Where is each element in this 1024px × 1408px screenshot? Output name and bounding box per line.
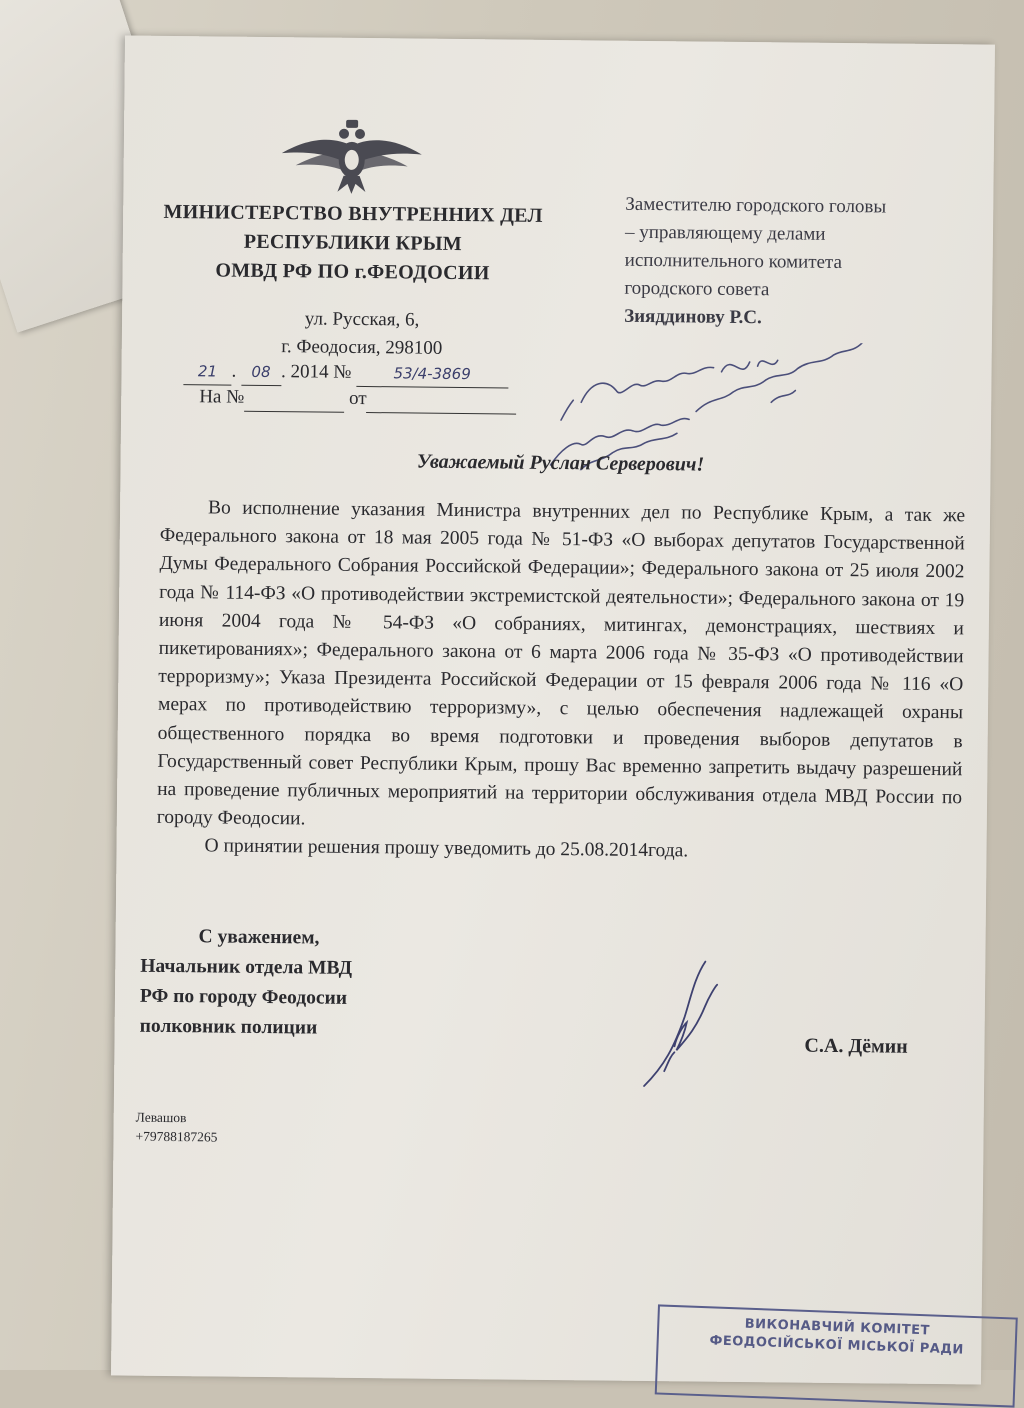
ministry-header (142, 198, 563, 289)
signer-name: С.А. Дёмин (804, 1034, 908, 1058)
closing-regards: С уважением, (198, 926, 320, 949)
closing-rank: полковник полиции (139, 1015, 318, 1039)
ref-from: от (348, 387, 367, 410)
ref-label: На № (199, 386, 245, 408)
executor-block (135, 1108, 217, 1147)
double-headed-eagle-emblem-icon (281, 115, 422, 196)
address-street: ул. Русская, 6, (304, 308, 420, 331)
stamp-line-2: ФЕОДОСІЙСЬКОЇ МІСЬКОЇ РАДИ (709, 1333, 965, 1358)
reg-year: . 2014 № (280, 361, 352, 383)
closing-position-2: РФ по городу Феодосии (139, 985, 348, 1009)
official-stamp (655, 1304, 1018, 1407)
recipient-line-2: – управляющему делами (624, 221, 826, 245)
reg-month: 08 (241, 359, 281, 386)
greeting: Уважаемый Руслан Серверович! (416, 450, 705, 476)
reference-line (199, 384, 517, 414)
closing-position-1: Начальник отдела МВД (140, 955, 353, 979)
stamp-line-1: ВИКОНАВЧИЙ КОМІТЕТ (744, 1316, 931, 1339)
letter-body (156, 494, 965, 869)
recipient-line-1: Заместителю городского головы (625, 193, 887, 218)
ministry-line-3: ОМВД РФ ПО г.ФЕОДОСИИ (215, 259, 490, 285)
ministry-line-2: РЕСПУБЛИКИ КРЫМ (243, 230, 463, 256)
executor-name: Левашов (135, 1109, 187, 1126)
address-city: г. Феодосия, 298100 (281, 336, 443, 359)
sender-address (212, 304, 513, 363)
recipient-block (624, 191, 965, 335)
reg-number: 53/4-3869 (356, 360, 508, 389)
signature-icon (604, 956, 755, 1098)
letter-sheet (111, 35, 995, 1384)
body-paragraph-1: Во исполнение указания Министра внутренних дел по Республике Крым, а так же Федерального закона от 18 мая 2005 года № 51-ФЗ «О выборах депутатов Государственной Думы Федерального Собрания Российской Федерации»; Федерального закона от 25 июля 2002 года № 114-ФЗ «О противодействии экстремистской деятельности»; Федерального закона от 19 июня 2004 года № 54-ФЗ «О собраниях, митингах, демонстрациях, шествиях и пикетированиях»; Федерального закона от 6 марта 2006 года № 35-ФЗ «О противодействии терроризму»; Указа Президента Российской Федерации от 15 февраля 2006 года № 116 «О мерах по противодействию терроризму», с целью обеспечения надлежащей охраны общественного порядка во время подготовки и проведения выборов депутатов в Государственный совет Республики Крым, прошу Вас временно запретить выдачу разрешений на проведение публичных мероприятий на территории обслуживания отдела МВД России по городу Феодосии. (156, 497, 966, 830)
ministry-line-1: МИНИСТЕРСТВО ВНУТРЕННИХ ДЕЛ (163, 200, 543, 227)
recipient-line-3: исполнительного комитета (624, 249, 843, 274)
body-paragraph-2: О принятии решения прошу уведомить до 25.08.2014года. (204, 835, 689, 862)
recipient-name: Зияддинову Р.С. (624, 305, 762, 329)
executor-phone: +79788187265 (135, 1128, 218, 1145)
reg-sep: . (231, 360, 237, 382)
closing-block (140, 922, 353, 1044)
reg-day: 21 (183, 358, 231, 386)
recipient-line-4: городского совета (624, 277, 770, 301)
